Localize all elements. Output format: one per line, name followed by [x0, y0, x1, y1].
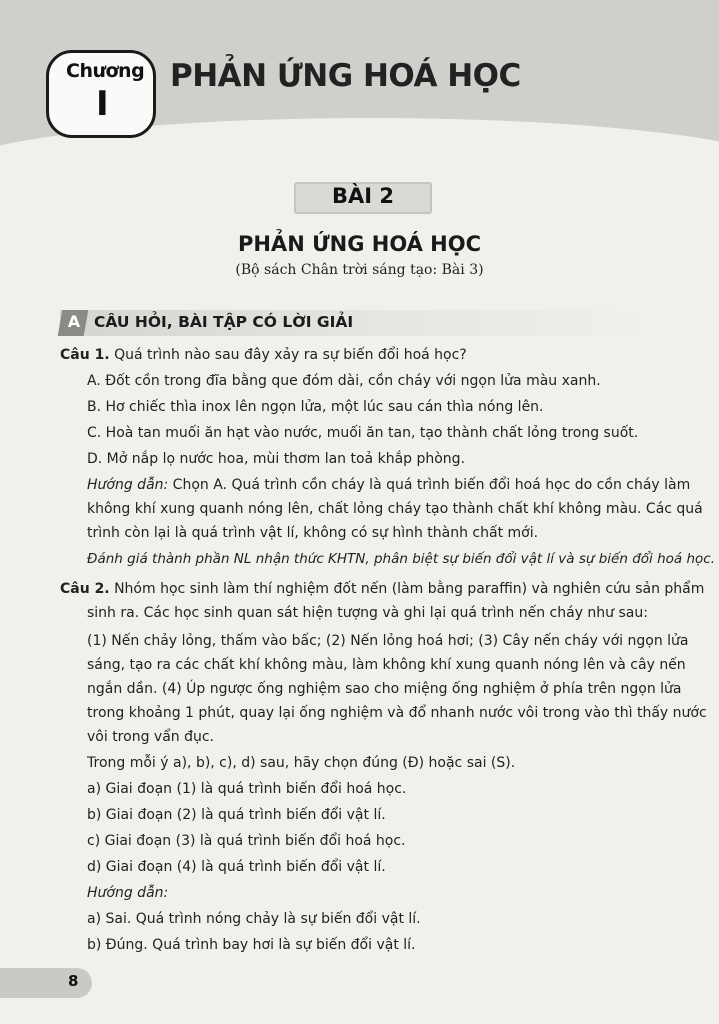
q2-statement-b: b) Giai đoạn (2) là quá trình biến đổi vật lí.	[87, 807, 386, 823]
q1-option-b: B. Hơ chiếc thìa inox lên ngọn lửa, một lúc sau cán thìa nóng lên.	[87, 399, 544, 415]
q1-guide-label: Hướng dẫn:	[87, 477, 169, 493]
q2-statement-d: d) Giai đoạn (4) là quá trình biến đổi vật lí.	[87, 859, 386, 875]
chapter-word: Chương	[66, 60, 145, 82]
question-2	[60, 580, 704, 598]
q1-option-d: D. Mở nắp lọ nước hoa, mùi thơm lan toả khắp phòng.	[87, 451, 466, 467]
question-1-text: Quá trình nào sau đây xảy ra sự biến đổi hoá học?	[109, 347, 467, 363]
q2-process-line-4: trong khoảng 1 phút, quay lại ống nghiệm và đổ nhanh nước vôi trong vào thì thấy nước	[87, 705, 707, 721]
section-letter: A	[67, 312, 81, 331]
lesson-source: (Bộ sách Chân trời sáng tạo: Bài 3)	[235, 262, 484, 278]
q2-statement-c: c) Giai đoạn (3) là quá trình biến đổi hoá học.	[87, 833, 406, 849]
page-number: 8	[68, 972, 79, 990]
q1-option-a: A. Đốt cồn trong đĩa bằng que đóm dài, cồn cháy với ngọn lửa màu xanh.	[87, 373, 601, 389]
q2-answer-b: b) Đúng. Quá trình bay hơi là sự biến đổi vật lí.	[87, 937, 416, 953]
q2-process-line-2: sáng, tạo ra các chất khí không màu, làm không khí xung quanh nóng lên và cây nến	[87, 657, 686, 673]
q2-instruction: Trong mỗi ý a), b), c), d) sau, hãy chọn đúng (Đ) hoặc sai (S).	[87, 755, 516, 771]
question-2-intro-2: sinh ra. Các học sinh quan sát hiện tượng và ghi lại quá trình nến cháy như sau:	[87, 605, 648, 621]
q2-guide-label: Hướng dẫn:	[87, 885, 169, 901]
chapter-number: I	[96, 84, 109, 124]
section-title: CÂU HỎI, BÀI TẬP CÓ LỜI GIẢI	[94, 313, 354, 331]
q1-option-c: C. Hoà tan muối ăn hạt vào nước, muối ăn tan, tạo thành chất lỏng trong suốt.	[87, 425, 639, 441]
lesson-label: BÀI 2	[332, 184, 394, 208]
q1-assessment: Đánh giá thành phần NL nhận thức KHTN, phân biệt sự biến đổi vật lí và sự biến đổi hoá học.	[87, 551, 715, 567]
q2-answer-a: a) Sai. Quá trình nóng chảy là sự biến đổi vật lí.	[87, 911, 421, 927]
q1-guide-line-1	[87, 476, 690, 494]
q1-guide-line-3: trình còn lại là quá trình vật lí, không có sự hình thành chất mới.	[87, 525, 539, 541]
q2-statement-a: a) Giai đoạn (1) là quá trình biến đổi hoá học.	[87, 781, 407, 797]
chapter-title: PHẢN ỨNG HOÁ HỌC	[170, 58, 521, 94]
question-2-intro-1: Nhóm học sinh làm thí nghiệm đốt nến (làm bằng paraffin) và nghiên cứu sản phẩm	[109, 581, 705, 597]
q2-process-line-1: (1) Nến chảy lỏng, thấm vào bấc; (2) Nến lỏng hoá hơi; (3) Cây nến cháy với ngọn lửa	[87, 633, 689, 649]
lesson-title: PHẢN ỨNG HOÁ HỌC	[237, 232, 482, 256]
q2-process-line-3: ngắn dần. (4) Úp ngược ống nghiệm sao cho miệng ống nghiệm ở phía trên ngọn lửa	[87, 681, 682, 697]
question-2-label: Câu 2.	[60, 581, 110, 597]
q1-guide-line-2: không khí xung quanh nóng lên, chất lỏng cháy tạo thành chất khí không màu. Các quá	[87, 501, 703, 517]
q1-guide-text-1: Chọn A. Quá trình cồn cháy là quá trình biến đổi hoá học do cồn cháy làm	[168, 477, 691, 493]
question-1	[60, 346, 467, 364]
q2-process-line-5: vôi trong vẩn đục.	[87, 729, 214, 745]
question-1-label: Câu 1.	[60, 347, 110, 363]
